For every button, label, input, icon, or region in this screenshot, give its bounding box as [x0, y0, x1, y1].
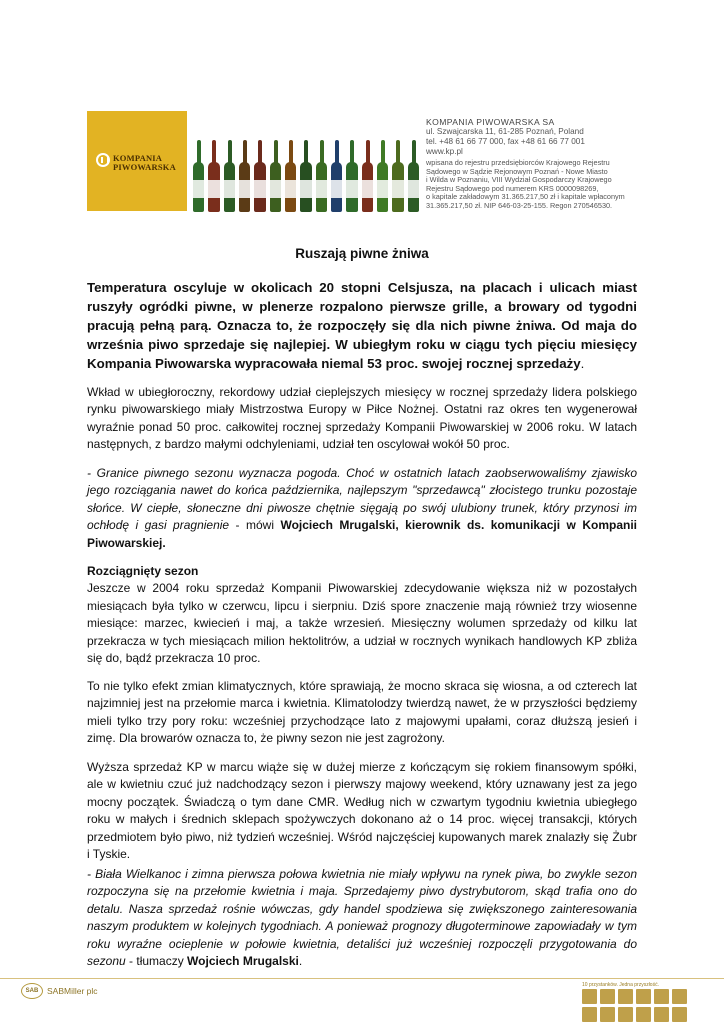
footer-tile [618, 989, 633, 1004]
beer-bottle [253, 140, 266, 212]
paragraph: Jeszcze w 2004 roku sprzedaż Kompanii Piwowarskiej zdecydowanie większa niż w pozostałych miesiącach była tylko w czerwcu, lipcu i sierpniu. Dziś spore znaczenie mają również trzy wiosenne miesiące: marzec, kwiecień i maj, a także wrzesień. Miesięczny wolumen sprzedaży od kilku lat przekracza w tych miesiącach milion hektolitrów, a udział w rocznych wynikach handlowych KP zbliża się do, bądź przekracza 10 proc. [87, 581, 637, 666]
quote-end: . [298, 954, 303, 969]
lead-text: Temperatura oscyluje w okolicach 20 stopni Celsjusza, na placach i ulicach miast ruszyły ogródki piwne, w plenerze rozpalono pierwsze grille, a browary od tygodni pracują pełną parą. Oznacza to, że rozpoczęły się dla nich piwne żniwa. Od maja do września piwo sprzedaje się najlepiej. W ubiegłym roku w ciągu tych pięciu miesięcy Kompania Piwowarska wypracowała niemal 53 proc. swojej rocznej sprzedaży [87, 280, 637, 371]
footer-tile [636, 1007, 651, 1022]
beer-bottle [407, 140, 420, 212]
footer-tile [582, 989, 597, 1004]
registry-line: Rejestru Sądowego pod numerem KRS 0000098269, [426, 183, 599, 193]
quote-attribution-verb: - tłumaczy [125, 954, 188, 969]
footer-tile [618, 1007, 633, 1022]
footer-divider [0, 978, 724, 979]
quote-text: - Biała Wielkanoc i zimna pierwsza połowa kwietnia nie miały wpływu na rynek piwa, bo zwykle sezon rozpoczyna się na przełomie kwietnia i maja. Sprzedajemy piwo dystrybutorom, skąd trafia ono do detalu. Nasza sprzedaż rośnie wówczas, gdy handel spodziewa się zwiększonego zainteresowania naszym produktem w kolejnych tygodniach. A ponieważ prognozy długoterminowe zapowiadały w tym roku wyraźne ocieplenie w połowie kwietnia, detaliści już wcześniej rozpoczęli przygotowania do sezonu [87, 867, 637, 969]
quote-paragraph [87, 866, 637, 970]
section-rozciagniety-sezon [87, 563, 637, 667]
article-title: Ruszają piwne żniwa [295, 246, 429, 261]
beer-bottle [345, 140, 358, 212]
paragraph: Wyższa sprzedaż KP w marcu wiąże się w dużej mierze z kończącym się rokiem finansowym spółki, ale w kwietniu czuć już nadchodzący sezon i pierwszy majowy weekend, który uznawany jest za jego mocny początek. Świadczą o tym dane CMR. Według nich w czwartym tygodniu kwietnia ubiegłego roku w małych i średnich sklepach spożywczych dokonano aż o 14 proc. więcej transakcji, których przedmiotem było piwo, niż tydzień wcześniej. Wśród najczęściej kupowanych marek znalazły się Żubr i Tyskie. [87, 760, 637, 862]
beer-bottle [238, 140, 251, 212]
footer-tile [672, 989, 687, 1004]
beer-bottle [361, 140, 374, 212]
beer-bottle [207, 140, 220, 212]
beer-bottle [192, 140, 205, 212]
sabmiller-logo: SAB [21, 983, 43, 999]
footer-tile [600, 989, 615, 1004]
footer-tile [636, 989, 651, 1004]
quote-paragraph [87, 465, 637, 552]
company-registry [426, 159, 676, 210]
beer-bottles-banner [192, 140, 420, 212]
sabmiller-name: SABMiller plc [47, 986, 98, 996]
registry-line: Sądowego w Sądzie Rejonowym Poznań - Nowe Miasto [426, 166, 608, 176]
kompania-piwowarska-logo [87, 111, 187, 211]
beer-bottle [376, 140, 389, 212]
footer-tile [600, 1007, 615, 1022]
company-website: www.kp.pl [426, 147, 463, 156]
company-phone: tel. +48 61 66 77 000, fax +48 61 66 77 001 [426, 137, 585, 146]
logo-wordmark [113, 154, 176, 172]
paragraph: Wkład w ubiegłoroczny, rekordowy udział cieplejszych miesięcy w rocznej sprzedaży lidera polskiego rynku piwowarskiego miały Mistrzostwa Europy w Piłce Nożnej. Ostatni raz okres ten wygenerował wyraźnie ponad 50 proc. całkowitej rocznej sprzedaży Kompanii Piwowarskiej w 2006 roku. W latach następnych, z bardzo małymi odchyleniami, udział ten oscylował wokół 50 proc. [87, 385, 637, 452]
quote-attribution-verb: - mówi [229, 518, 281, 533]
footer-tile [654, 1007, 669, 1022]
beer-bottle [391, 140, 404, 212]
registry-line: o kapitale zakładowym 31.365.217,50 zł i kapitale wpłaconym [426, 192, 625, 201]
quote-text: - Granice piwnego sezonu wyznacza pogoda. Choć w ostatnich latach zaobserwowaliśmy zjawisko jego rozciągania nawet do końca października, najlepszym "sprzedawcą" złocistego trunku pozostaje słońce. W ciepłe, słoneczne dni piwosze chętnie sięgają po swój ulubiony trunek, który przynosi im ochłodę i gasi pragnienie [87, 466, 637, 533]
footer-tile [672, 1007, 687, 1022]
logo-line-1: KOMPANIA [113, 153, 163, 163]
footer-tile [654, 989, 669, 1004]
registry-line: i Wilda w Poznaniu, VIII Wydział Gospodarczy Krajowego [426, 175, 612, 184]
company-name: KOMPANIA PIWOWARSKA SA [426, 117, 555, 127]
lead-end: . [580, 356, 585, 371]
beer-bottle [330, 140, 343, 212]
registry-line: 31.365.217,50 zł. NIP 646-03-25-155. Regon 270546530. [426, 200, 613, 210]
beer-bottle [223, 140, 236, 212]
footer-tile-grid [582, 989, 692, 1024]
section-heading: Rozciągnięty sezon [87, 564, 199, 578]
beer-bottle [284, 140, 297, 212]
quote-speaker: Wojciech Mrugalski, kierownik ds. komunikacji w Kompanii Piwowarskiej. [87, 518, 637, 550]
logo-line-2: PIWOWARSKA [113, 162, 176, 172]
beer-bottle [299, 140, 312, 212]
footer-tagline: 10 przystanków. Jedna przyszłość. [582, 982, 659, 988]
company-address: ul. Szwajcarska 11, 61-285 Poznań, Poland [426, 127, 584, 136]
article-lead [87, 278, 637, 373]
paragraph: To nie tylko efekt zmian klimatycznych, które sprawiają, że mocno skraca się wiosna, a od czterech lat najzimniej jest na przełomie marca i kwietnia. Klimatolodzy twierdzą nawet, że w przyszłości będziemy mieli tylko trzy pory roku: wcześniej przychodzące lato z majowymi upałami, coraz dłuższą jesień i zimę. Dla browarów oznacza to, że piwny sezon nie jest zagrożony. [87, 679, 637, 746]
quote-speaker: Wojciech Mrugalski [187, 954, 299, 969]
registry-line: wpisana do rejestru przedsiębiorców Krajowego Rejestru [426, 158, 610, 167]
footer-tile [582, 1007, 597, 1022]
beer-bottle [269, 140, 282, 212]
logo-emblem-icon [96, 153, 110, 167]
company-info [426, 117, 676, 210]
beer-bottle [315, 140, 328, 212]
